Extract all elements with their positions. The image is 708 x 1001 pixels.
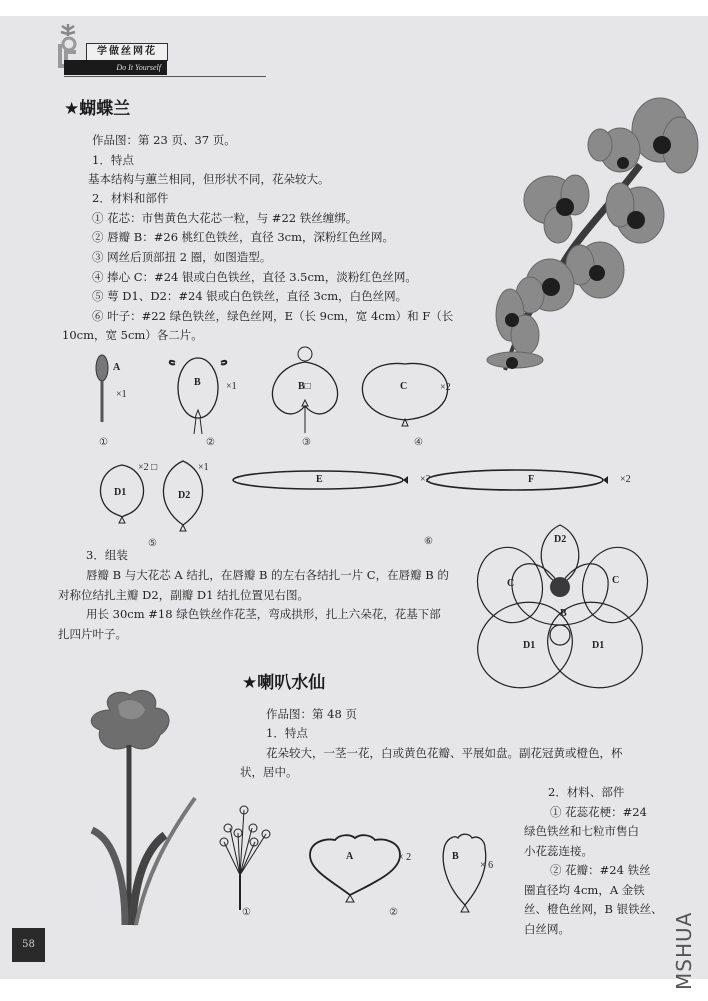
part-mult-b: ×1 — [226, 381, 237, 392]
material-item: ② 唇瓣 B：#26 桃红色铁丝，直径 3cm，深粉红色丝网。 — [92, 230, 395, 244]
material-item: 小花蕊连接。 — [524, 844, 593, 858]
assembly-label-d2: D2 — [554, 534, 567, 545]
material-item: ① 花芯：市售黄色大花芯一粒，与 #22 铁丝缠绑。 — [92, 211, 358, 225]
feature-text: 花朵较大，一茎一花，白或黄色花瓣、平展如盘。副花冠黄或橙色，杯 — [266, 746, 623, 760]
step-3: ③ — [302, 437, 311, 448]
material-item: 丝、橙色丝网，B 银铁丝、 — [524, 902, 663, 916]
step-5: ⑤ — [148, 538, 157, 549]
assembly-text: 用长 30cm #18 绿色铁丝作花茎，弯成拱形，扎上六朵花，花基下部 — [86, 607, 441, 621]
series-title-cn: 学做丝网花 — [86, 43, 168, 61]
material-item: 10cm，宽 5cm）各二片。 — [62, 328, 203, 342]
reference-pages: 作品图：第 48 页 — [266, 707, 357, 721]
part-mult-c: ×2 — [440, 382, 451, 393]
material-item: ① 花蕊花梗：#24 — [550, 805, 647, 819]
material-item: ⑤ 萼 D1、D2：#24 银或白色铁丝，直径 3cm，白色丝网。 — [92, 289, 408, 303]
assembly-label-d1-left: D1 — [523, 640, 536, 651]
series-title-en: Do It Yourself — [64, 60, 167, 75]
step-2: ② — [206, 437, 215, 448]
daffodil-step-2: ② — [389, 907, 398, 918]
assembly-label-c-right: C — [612, 575, 620, 586]
part-label-b: B — [194, 377, 201, 388]
watermark-text: MSHUA — [672, 911, 696, 990]
step-4: ④ — [414, 437, 423, 448]
part-label-d2: D2 — [178, 490, 191, 501]
header-rule — [64, 76, 266, 77]
part-mult-d2: ×1 — [198, 462, 209, 473]
heading-materials: 2．材料、部件 — [548, 785, 625, 799]
step-6: ⑥ — [424, 536, 433, 547]
leaf-mult-e: ×2 — [420, 474, 431, 485]
reference-pages: 作品图：第 23 页、37 页。 — [92, 133, 236, 147]
assembly-label-d1-right: D1 — [592, 640, 605, 651]
series-header — [64, 43, 166, 75]
daffodil-label-a: A — [346, 851, 354, 862]
part-label-a: A — [113, 362, 121, 373]
heading-features: 1．特点 — [92, 153, 134, 167]
material-item: 绿色铁丝和七粒市售白 — [524, 824, 639, 838]
material-item: ② 花瓣：#24 铁丝 — [550, 863, 651, 877]
part-mult-d1: ×2 □ — [138, 462, 158, 473]
material-item: ⑥ 叶子：#22 绿色铁丝，绿色丝网，E（长 9cm，宽 4cm）和 F（长 — [92, 309, 454, 323]
section-title-moth-orchid: ★蝴蝶兰 — [64, 99, 131, 119]
assembly-text: 唇瓣 B 与大花芯 A 结扎，在唇瓣 B 的左右各结扎一片 C，在唇瓣 B 的 — [86, 568, 449, 582]
leaf-label-e: E — [316, 474, 323, 485]
feature-text: 状，居中。 — [240, 765, 298, 779]
watermark — [664, 885, 704, 995]
assembly-label-c-left: C — [507, 578, 515, 589]
leaf-mult-f: ×2 — [620, 474, 631, 485]
heading-materials: 2．材料和部件 — [92, 191, 169, 205]
daffodil-photo — [70, 680, 190, 940]
heading-features: 1．特点 — [266, 726, 308, 740]
part-label-c: C — [400, 381, 408, 392]
page-number: 58 — [12, 928, 45, 962]
section-title-daffodil: ★喇叭水仙 — [242, 673, 326, 693]
step-1: ① — [99, 437, 108, 448]
assembly-label-b: B — [560, 608, 567, 619]
assembly-text: 对称位结扎主瓣 D2，副瓣 D1 结扎位置见右图。 — [58, 588, 310, 602]
material-item: ④ 捧心 C：#24 银或白色铁丝，直径 3.5cm，淡粉红色丝网。 — [92, 270, 417, 284]
daffodil-mult-b: × 6 — [480, 860, 494, 871]
part-label-d1: D1 — [114, 487, 127, 498]
leaf-label-f: F — [528, 474, 535, 485]
heading-assembly: 3．组装 — [86, 548, 128, 562]
material-item: 白丝网。 — [524, 922, 570, 936]
daffodil-mult-a: × 2 — [398, 852, 412, 863]
assembly-diagram — [470, 525, 670, 690]
daffodil-step-1: ① — [242, 907, 251, 918]
assembly-text: 扎四片叶子。 — [58, 627, 127, 641]
feature-text: 基本结构与蕙兰相同，但形状不同，花朵较大。 — [88, 172, 330, 186]
daffodil-label-b: B — [452, 851, 459, 862]
material-item: ③ 网丝后顶部扭 2 圈，如图造型。 — [92, 250, 272, 264]
part-mult-a: ×1 — [116, 389, 127, 400]
part-label-b-shaped: B□ — [298, 381, 311, 392]
moth-orchid-photo — [470, 95, 700, 395]
material-item: 圈直径均 4cm，A 金铁 — [524, 883, 645, 897]
